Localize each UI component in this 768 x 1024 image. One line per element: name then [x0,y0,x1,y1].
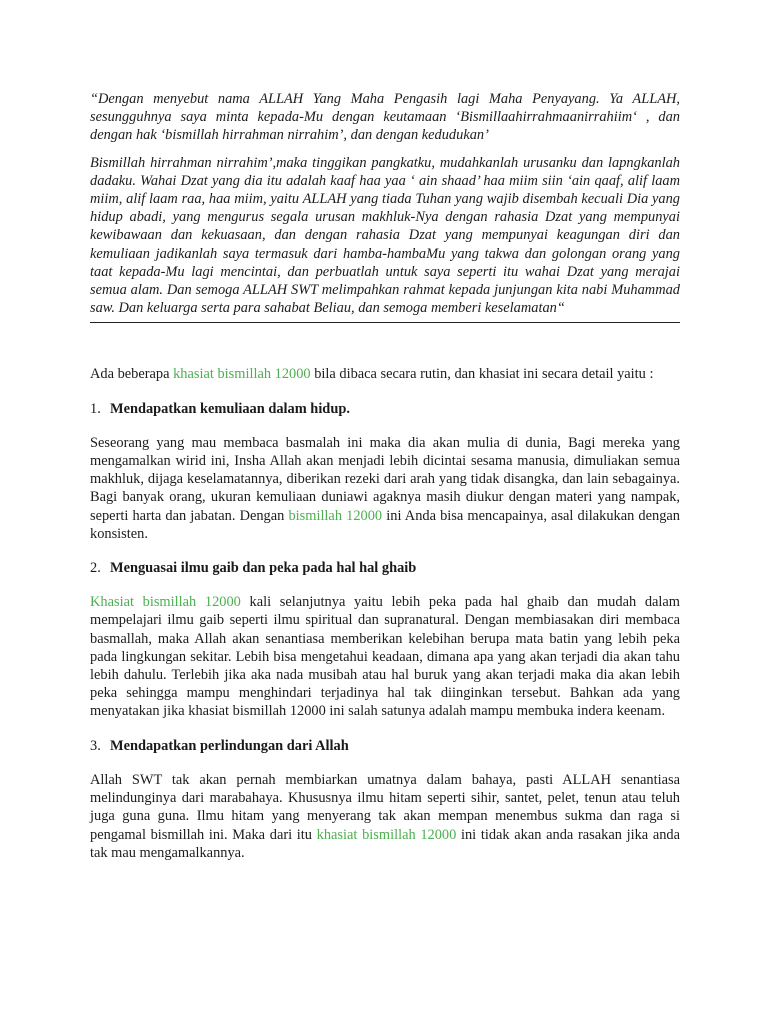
section-2-paragraph [90,593,680,720]
section-2-text-after: kali selanjutnya yaitu lebih peka pada hal ghaib dan mudah dalam mempelajari ilmu gaib seperti ilmu spiritual dan supranatural. Dengan membiasakan diri membaca basmallah, maka Allah akan senantiasa memberikan kelebihan berupa mata batin yang lebih peka pada lingkungan sekitar. Lebih bisa mengetahui keadaan, dimana apa yang akan terjadi dia akan tahu lebih dahulu. Terlebih jika aka nada musibah atau hal buruk yang akan terjadi maka dia akan lebih peka sehingga mampu menghindari terjadinya hal tak diinginkan tersebut. Bahkan ada yang menyatakan jika khasiat bismillah 12000 ini salah satunya adalah mampu membuka indera keenam. [90,594,680,720]
section-2-link[interactable]: Khasiat bismillah 12000 [90,594,241,611]
section-2-title: Menguasai ilmu gaib dan peka pada hal hal ghaib [110,560,417,577]
section-1-title: Mendapatkan kemuliaan dalam hidup. [110,400,350,417]
document-page [90,90,680,862]
quote-paragraph-1: “Dengan menyebut nama ALLAH Yang Maha Pengasih lagi Maha Penyayang. Ya ALLAH, sesungguhnya saya minta kepada-Mu dengan keutamaan ‘Bismillaahirrahmaanirrahiim‘ , dan dengan hak ‘bismillah hirrahman nirrahim’, dan dengan kedudukan’ [90,91,680,144]
section-3-title: Mendapatkan perlindungan dari Allah [110,737,349,754]
quote-paragraph-2: Bismillah hirrahman nirrahim’,maka tinggikan pangkatku, mudahkanlah urusanku dan lapngkanlah dadaku. Wahai Dzat yang dia itu adalah kaaf haa yaa ‘ ain shaad’ haa miim siin ‘ain qaaf, alif laam miim, alif laam raa, haa miim, yaitu ALLAH yang tiada Tuhan yang wajib disembah kecuali Dia yang hidup abadi, yang mengurus segala urusan makhluk-Nya dengan rahasia Dzat yang mempunyai kewibawaan dan kekuasaan, dan dengan rahasia Dzat yang mempunyai keagungan diri dan kemuliaan jadikanlah saya termasuk dari hamba-hambaMu yang takwa dan golongan orang yang taat kepada-Mu lagi mencintai, dan perbuatlah untuk saya seperti itu wahai Dzat yang merajai semua alam. Dan semoga ALLAH SWT melimpahkan rahmat kepada junjungan kita nabi Muhammad saw. Dan keluarga serta para sahabat Beliau, dan semoga memberi keselamatan“ [90,154,680,317]
intro-link[interactable]: khasiat bismillah 12000 [173,366,311,383]
section-2-number: 2. [90,560,101,577]
horizontal-rule [90,322,680,323]
section-3-text-before: Allah SWT tak akan pernah membiarkan umatnya dalam bahaya, pasti ALLAH senantiasa melindunginya dari marabahaya. Khususnya ilmu hitam seperti sihir, santet, pelet, tenun atau teluh juga guna guna. Ilmu hitam yang menyerang tak akan mempan menembus sukma dan raga si pengamal bismillah ini. Maka dari itu [90,771,680,843]
section-1-link[interactable]: bismillah 12000 [288,507,383,524]
section-3-heading [90,737,680,755]
section-1-text-before: Seseorang yang mau membaca basmalah ini maka dia akan mulia di dunia, Bagi mereka yang mengamalkan wirid ini, Insha Allah akan menjadi lebih dicintai sesama manusia, dimuliakan semua makhluk, dijaga keselamatannya, diberikan rezeki dari arah yang tidak disangka, dan lain sebagainya. Bagi banyak orang, ukuran kemuliaan duniawi agaknya masih diukur dengan materi yang nampak, seperti harta dan jabatan. Dengan [90,434,680,524]
intro-paragraph [90,365,680,383]
intro-text-before: Ada beberapa [90,366,174,383]
section-1-number: 1. [90,400,101,417]
section-1-text-after: ini Anda bisa mencapainya, asal dilakukan dengan konsisten. [90,507,680,542]
section-3-paragraph [90,771,680,862]
intro-text-after: bila dibaca secara rutin, dan khasiat ini secara detail yaitu : [310,366,654,383]
section-2-heading [90,559,680,577]
doa-quote [90,90,680,317]
section-1-paragraph [90,434,680,543]
section-3-text-after: ini tidak akan anda rasakan jika anda tak mau mengamalkannya. [90,826,680,861]
section-3-link[interactable]: khasiat bismillah 12000 [316,826,457,843]
section-1-heading [90,400,680,418]
section-3-number: 3. [90,737,101,754]
